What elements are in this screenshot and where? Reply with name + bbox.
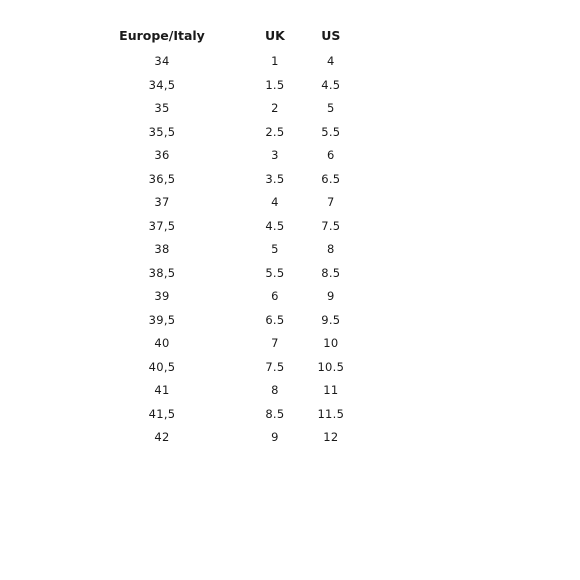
- cell-uk: 8.5: [265, 406, 285, 421]
- cell-spacer: [209, 144, 265, 168]
- cell-spacer: [285, 262, 311, 286]
- cell-uk: 6.5: [265, 312, 285, 327]
- cell-spacer: [209, 332, 265, 356]
- cell-uk: 1.5: [265, 77, 285, 92]
- cell-spacer: [285, 426, 311, 450]
- table-row: [115, 215, 351, 239]
- cell-spacer: [209, 191, 265, 215]
- table-row: [115, 121, 351, 145]
- cell-us: 12: [323, 430, 339, 444]
- cell-uk: 7: [271, 336, 279, 350]
- cell-uk: 2: [271, 101, 279, 115]
- cell-spacer: [209, 238, 265, 262]
- table-row: [115, 191, 351, 215]
- header-us: US: [321, 28, 341, 43]
- cell-spacer: [285, 215, 311, 239]
- table-row: [115, 332, 351, 356]
- cell-us: 7.5: [321, 218, 341, 233]
- cell-uk: 3.5: [265, 171, 285, 186]
- cell-europe-italy: 35,5: [148, 124, 176, 139]
- cell-spacer: [285, 379, 311, 403]
- cell-us: 9.5: [321, 312, 341, 327]
- table-row: [115, 50, 351, 74]
- table-body: [115, 50, 351, 450]
- table-row: [115, 168, 351, 192]
- cell-spacer: [285, 403, 311, 427]
- cell-europe-italy: 38: [154, 242, 170, 256]
- cell-europe-italy: 40,5: [148, 359, 176, 374]
- cell-uk: 5: [271, 242, 279, 256]
- cell-uk: 5.5: [265, 265, 285, 280]
- cell-us: 4.5: [321, 77, 341, 92]
- cell-us: 9: [327, 289, 335, 303]
- header-uk: UK: [265, 28, 285, 43]
- cell-spacer: [285, 238, 311, 262]
- header-spacer: [285, 24, 311, 50]
- cell-spacer: [285, 74, 311, 98]
- header-spacer: [209, 24, 265, 50]
- cell-us: 5.5: [321, 124, 341, 139]
- cell-uk: 8: [271, 383, 279, 397]
- cell-us: 10.5: [317, 359, 345, 374]
- cell-us: 7: [327, 195, 335, 209]
- table-row: [115, 403, 351, 427]
- cell-europe-italy: 42: [154, 430, 170, 444]
- cell-uk: 9: [271, 430, 279, 444]
- cell-spacer: [209, 403, 265, 427]
- cell-europe-italy: 36,5: [148, 171, 176, 186]
- cell-europe-italy: 37: [154, 195, 170, 209]
- cell-us: 11: [323, 383, 339, 397]
- cell-spacer: [209, 74, 265, 98]
- size-conversion-table: [115, 24, 351, 450]
- table-row: [115, 379, 351, 403]
- cell-spacer: [285, 285, 311, 309]
- cell-uk: 1: [271, 54, 279, 68]
- cell-us: 10: [323, 336, 339, 350]
- table-row: [115, 309, 351, 333]
- cell-spacer: [209, 356, 265, 380]
- table-row: [115, 285, 351, 309]
- cell-spacer: [285, 50, 311, 74]
- cell-uk: 2.5: [265, 124, 285, 139]
- cell-europe-italy: 37,5: [148, 218, 176, 233]
- cell-us: 8.5: [321, 265, 341, 280]
- cell-spacer: [209, 50, 265, 74]
- cell-spacer: [209, 426, 265, 450]
- table-row: [115, 262, 351, 286]
- table-header: [115, 24, 351, 50]
- cell-europe-italy: 41,5: [148, 406, 176, 421]
- cell-spacer: [285, 191, 311, 215]
- table-row: [115, 238, 351, 262]
- cell-europe-italy: 34,5: [148, 77, 176, 92]
- cell-spacer: [285, 309, 311, 333]
- cell-uk: 7.5: [265, 359, 285, 374]
- table-row: [115, 74, 351, 98]
- cell-uk: 4.5: [265, 218, 285, 233]
- table-row: [115, 144, 351, 168]
- cell-us: 4: [327, 54, 335, 68]
- cell-us: 11.5: [317, 406, 345, 421]
- header-row: [115, 24, 351, 50]
- cell-europe-italy: 36: [154, 148, 170, 162]
- cell-spacer: [209, 168, 265, 192]
- cell-europe-italy: 35: [154, 101, 170, 115]
- cell-europe-italy: 39,5: [148, 312, 176, 327]
- cell-europe-italy: 40: [154, 336, 170, 350]
- cell-spacer: [285, 356, 311, 380]
- cell-europe-italy: 41: [154, 383, 170, 397]
- cell-spacer: [209, 309, 265, 333]
- cell-us: 8: [327, 242, 335, 256]
- cell-europe-italy: 34: [154, 54, 170, 68]
- cell-uk: 6: [271, 289, 279, 303]
- table-row: [115, 426, 351, 450]
- cell-us: 6: [327, 148, 335, 162]
- table-row: [115, 97, 351, 121]
- cell-europe-italy: 39: [154, 289, 170, 303]
- cell-spacer: [285, 332, 311, 356]
- cell-spacer: [285, 97, 311, 121]
- header-europe-italy: Europe/Italy: [119, 28, 205, 43]
- cell-spacer: [209, 215, 265, 239]
- cell-us: 5: [327, 101, 335, 115]
- cell-spacer: [285, 168, 311, 192]
- cell-uk: 3: [271, 148, 279, 162]
- cell-spacer: [209, 121, 265, 145]
- cell-spacer: [209, 379, 265, 403]
- cell-spacer: [209, 262, 265, 286]
- cell-spacer: [285, 144, 311, 168]
- cell-europe-italy: 38,5: [148, 265, 176, 280]
- cell-spacer: [209, 97, 265, 121]
- cell-uk: 4: [271, 195, 279, 209]
- table-row: [115, 356, 351, 380]
- cell-spacer: [209, 285, 265, 309]
- cell-us: 6.5: [321, 171, 341, 186]
- cell-spacer: [285, 121, 311, 145]
